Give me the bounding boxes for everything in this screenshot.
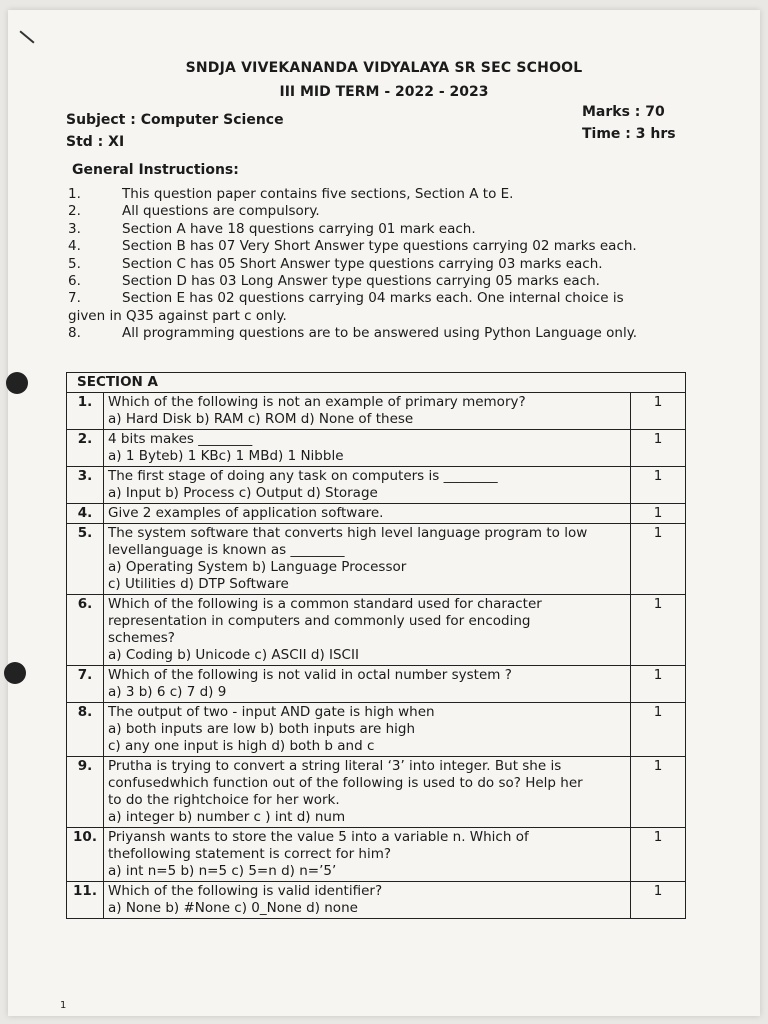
question-number: 3. xyxy=(67,467,104,504)
question-marks: 1 xyxy=(631,393,686,430)
question-line: a) None b) #None c) 0_None d) none xyxy=(108,900,358,916)
question-marks: 1 xyxy=(631,467,686,504)
question-line: c) Utilities d) DTP Software xyxy=(108,576,289,592)
instruction-item-continued: given in Q35 against part c only. xyxy=(68,307,287,324)
section-a-table xyxy=(66,372,686,919)
question-line: The system software that converts high level language program to low xyxy=(108,525,588,541)
question-row xyxy=(67,828,686,882)
question-marks: 1 xyxy=(631,430,686,467)
question-row xyxy=(67,467,686,504)
instruction-item: 7. Section E has 02 questions carrying 04 marks each. One internal choice is xyxy=(68,290,624,307)
question-marks: 1 xyxy=(631,595,686,666)
question-number: 11. xyxy=(67,882,104,919)
question-line: a) both inputs are low b) both inputs are high xyxy=(108,721,416,737)
std-label: Std : XI xyxy=(66,134,125,150)
question-marks: 1 xyxy=(631,882,686,919)
instruction-item: 1. This question paper contains five sections, Section A to E. xyxy=(68,186,514,202)
punch-hole xyxy=(6,372,28,394)
question-number: 6. xyxy=(67,595,104,666)
section-title: SECTION A xyxy=(67,373,686,393)
question-line: 4 bits makes ________ xyxy=(108,431,253,447)
question-line: to do the rightchoice for her work. xyxy=(108,792,340,808)
question-line: a) Operating System b) Language Processor xyxy=(108,559,407,575)
question-number: 7. xyxy=(67,666,104,703)
question-row xyxy=(67,882,686,919)
question-row xyxy=(67,595,686,666)
subject-label: Subject : Computer Science xyxy=(66,112,284,128)
question-text xyxy=(104,467,631,504)
question-line: Which of the following is not an example of primary memory? xyxy=(108,394,526,410)
question-row xyxy=(67,393,686,430)
question-line: c) any one input is high d) both b and c xyxy=(108,738,375,754)
question-number: 4. xyxy=(67,504,104,524)
question-line: Give 2 examples of application software. xyxy=(108,505,384,521)
question-line: a) Coding b) Unicode c) ASCII d) ISCII xyxy=(108,647,359,663)
question-marks: 1 xyxy=(631,666,686,703)
question-marks: 1 xyxy=(631,828,686,882)
page-number: 1 xyxy=(60,1000,67,1011)
question-line: The first stage of doing any task on computers is ________ xyxy=(108,468,498,484)
exam-title: III MID TERM - 2022 - 2023 xyxy=(279,84,489,100)
question-line: Prutha is trying to convert a string literal ‘3’ into integer. But she is xyxy=(108,758,562,774)
question-marks: 1 xyxy=(631,524,686,595)
question-line: a) int n=5 b) n=5 c) 5=n d) n=’5’ xyxy=(108,863,337,879)
question-line: a) integer b) number c ) int d) num xyxy=(108,809,346,825)
question-line: schemes? xyxy=(108,630,175,646)
question-number: 5. xyxy=(67,524,104,595)
question-line: The output of two - input AND gate is high when xyxy=(108,704,435,720)
question-line: confusedwhich function out of the following is used to do so? Help her xyxy=(108,775,583,791)
question-line: thefollowing statement is correct for him? xyxy=(108,846,392,862)
question-line: a) 3 b) 6 c) 7 d) 9 xyxy=(108,684,227,700)
question-line: levellanguage is known as ________ xyxy=(108,542,345,558)
section-header-row xyxy=(67,373,686,393)
instruction-item: 4. Section B has 07 Very Short Answer type questions carrying 02 marks each. xyxy=(68,238,637,255)
question-text xyxy=(104,430,631,467)
question-row xyxy=(67,666,686,703)
question-number: 10. xyxy=(67,828,104,882)
question-line: Which of the following is valid identifier? xyxy=(108,883,383,899)
question-marks: 1 xyxy=(631,703,686,757)
school-name: SNDJA VIVEKANANDA VIDYALAYA SR SEC SCHOOL xyxy=(185,60,583,76)
instruction-item: 2. All questions are compulsory. xyxy=(68,203,320,220)
question-line: Priyansh wants to store the value 5 into a variable n. Which of xyxy=(108,829,529,845)
question-text xyxy=(104,828,631,882)
question-line: a) Input b) Process c) Output d) Storage xyxy=(108,485,378,501)
time-label: Time : 3 hrs xyxy=(582,126,676,142)
instructions-title: General Instructions: xyxy=(72,162,239,178)
question-number: 1. xyxy=(67,393,104,430)
question-row xyxy=(67,757,686,828)
instructions-list xyxy=(68,186,708,343)
question-rows xyxy=(67,393,686,919)
question-marks: 1 xyxy=(631,504,686,524)
question-number: 2. xyxy=(67,430,104,467)
marks-label: Marks : 70 xyxy=(582,104,665,120)
instruction-item: 3. Section A have 18 questions carrying 01 mark each. xyxy=(68,220,476,237)
question-text xyxy=(104,703,631,757)
question-row xyxy=(67,524,686,595)
instruction-item: 8. All programming questions are to be answered using Python Language only. xyxy=(68,325,638,342)
question-text xyxy=(104,757,631,828)
question-text xyxy=(104,504,631,524)
question-line: a) 1 Byteb) 1 KBc) 1 MBd) 1 Nibble xyxy=(108,448,344,464)
question-marks: 1 xyxy=(631,757,686,828)
question-line: a) Hard Disk b) RAM c) ROM d) None of these xyxy=(108,411,414,427)
question-text xyxy=(104,595,631,666)
question-row xyxy=(67,504,686,524)
question-row xyxy=(67,703,686,757)
question-text xyxy=(104,393,631,430)
instruction-item: 5. Section C has 05 Short Answer type questions carrying 03 marks each. xyxy=(68,255,603,272)
punch-hole xyxy=(4,662,26,684)
question-text xyxy=(104,666,631,703)
question-row xyxy=(67,430,686,467)
question-number: 8. xyxy=(67,703,104,757)
question-line: Which of the following is a common standard used for character xyxy=(108,596,542,612)
instruction-item: 6. Section D has 03 Long Answer type questions carrying 05 marks each. xyxy=(68,273,600,290)
question-line: Which of the following is not valid in octal number system ? xyxy=(108,667,512,683)
question-text xyxy=(104,882,631,919)
question-number: 9. xyxy=(67,757,104,828)
question-line: representation in computers and commonly used for encoding xyxy=(108,613,531,629)
question-text xyxy=(104,524,631,595)
